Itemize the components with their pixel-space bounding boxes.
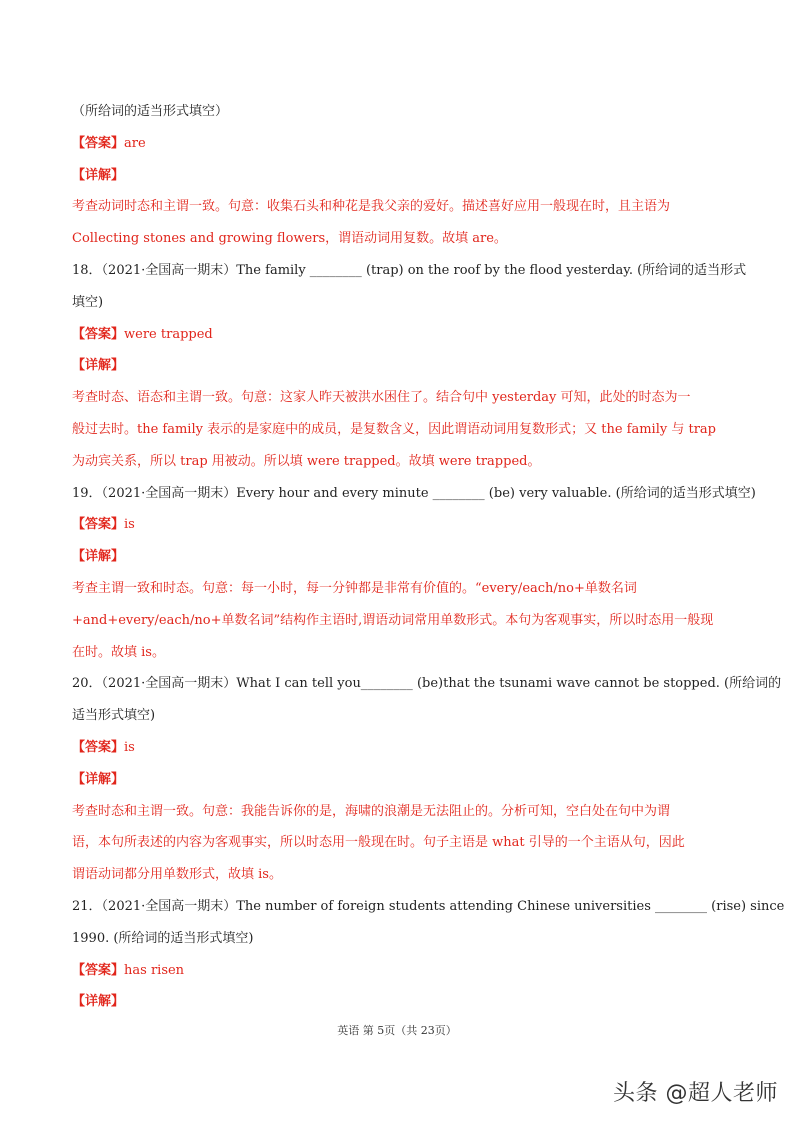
text-line — [72, 128, 724, 160]
document-page — [72, 96, 785, 1018]
text-segment: 【详解】 — [72, 358, 125, 374]
text-line — [72, 796, 724, 828]
text-line — [72, 319, 724, 351]
text-line — [72, 891, 785, 923]
text-segment: are — [124, 135, 146, 151]
text-line — [72, 541, 724, 573]
text-segment: 21．（2021·全国高一期末）The number of foreign students attending Chinese universities ________ (rise) since — [72, 898, 785, 914]
text-segment: is — [124, 739, 135, 755]
text-line — [72, 287, 724, 319]
text-segment: +and+every/each/no+单数名词”结构作主语时,谓语动词常用单数形式。本句为客观事实，所以时态用一般现 — [72, 612, 714, 628]
text-segment: 在时。故填 is。 — [72, 644, 165, 660]
text-line — [72, 827, 724, 859]
text-segment: （所给词的适当形式填空） — [72, 104, 229, 119]
text-segment: has risen — [124, 962, 185, 978]
text-line — [72, 414, 724, 446]
text-line — [72, 700, 724, 732]
text-segment: 为动宾关系，所以 trap 用被动。所以填 were trapped。故填 were trapped。 — [72, 453, 541, 469]
text-segment: is — [124, 517, 135, 533]
text-segment: 20．（2021·全国高一期末）What I can tell you________ (be)that the tsunami wave cannot be stopped. (所给词的 — [72, 676, 782, 692]
text-line — [72, 955, 724, 987]
text-line — [72, 764, 724, 796]
text-line — [72, 986, 724, 1018]
text-line — [72, 96, 724, 128]
text-line — [72, 509, 724, 541]
text-line — [72, 859, 724, 891]
text-segment: 考查时态、语态和主谓一致。句意：这家人昨天被洪水困住了。结合句中 yesterday 可知，此处的时态为一 — [72, 390, 691, 406]
text-segment: were trapped — [124, 326, 213, 342]
watermark: 头条 @超人老师 — [613, 1081, 778, 1106]
text-line — [72, 255, 747, 287]
text-segment: 【详解】 — [72, 167, 125, 183]
text-segment: 【详解】 — [72, 549, 125, 565]
text-line — [72, 605, 724, 637]
text-segment: 【详解】 — [72, 771, 125, 787]
text-segment: 【答案】 — [72, 517, 125, 533]
text-line — [72, 573, 724, 605]
text-segment: 【详解】 — [72, 994, 125, 1010]
text-line — [72, 668, 782, 700]
text-segment: 18．（2021·全国高一期末）The family ________ (trap) on the roof by the flood yesterday. (所给词的适当形式 — [72, 262, 747, 278]
text-line — [72, 923, 724, 955]
text-line — [72, 350, 724, 382]
text-line — [72, 160, 724, 192]
text-line — [72, 223, 724, 255]
text-segment: 【答案】 — [72, 326, 125, 342]
text-line — [72, 191, 724, 223]
text-segment: 【答案】 — [72, 962, 125, 978]
text-segment: 适当形式填空) — [72, 708, 156, 724]
text-segment: 1990. (所给词的适当形式填空) — [72, 930, 254, 946]
text-line — [72, 478, 756, 510]
text-segment: 【答案】 — [72, 739, 125, 755]
text-line — [72, 382, 724, 414]
text-segment: 谓语动词都分用单数形式，故填 is。 — [72, 867, 282, 883]
text-segment: 考查时态和主谓一致。句意：我能告诉你的是，海啸的浪潮是无法阻止的。分析可知，空白处在句中为谓 — [72, 803, 671, 819]
text-line — [72, 446, 724, 478]
text-segment: Collecting stones and growing flowers，谓语动词用复数。故填 are。 — [72, 231, 507, 247]
text-segment: 【答案】 — [72, 135, 125, 151]
text-segment: 19．（2021·全国高一期末）Every hour and every minute ________ (be) very valuable. (所给词的适当形式填空) — [72, 485, 756, 501]
text-line — [72, 732, 724, 764]
text-segment: 般过去时。the family 表示的是家庭中的成员，是复数含义，因此谓语动词用复数形式；又 the family 与 trap — [72, 421, 716, 437]
text-segment: 语，本句所表述的内容为客观事实，所以时态用一般现在时。句子主语是 what 引导的一个主语从句，因此 — [72, 835, 685, 851]
page-footer: 英语 第 5页（共 23页） — [337, 1024, 457, 1037]
text-segment: 考查动词时态和主谓一致。句意：收集石头和种花是我父亲的爱好。描述喜好应用一般现在时，且主语为 — [72, 199, 671, 215]
text-segment: 填空) — [72, 294, 104, 310]
text-line — [72, 637, 724, 669]
text-segment: 考查主谓一致和时态。句意：每一小时，每一分钟都是非常有价值的。“every/each/no+单数名词 — [72, 580, 637, 596]
